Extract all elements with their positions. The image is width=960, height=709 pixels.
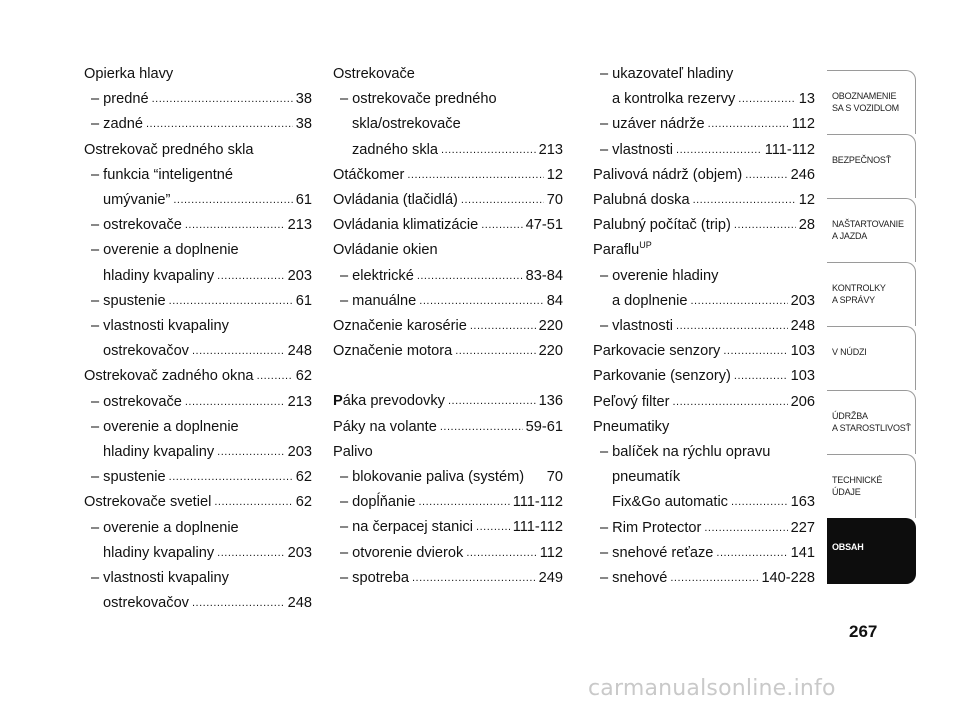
page-reference: 62 xyxy=(295,368,312,385)
index-term: Ostrekovač predného skla xyxy=(84,141,254,158)
index-term: – manuálne xyxy=(340,292,417,309)
index-term: – vlastnosti xyxy=(600,141,674,158)
dot-leader xyxy=(704,516,787,541)
index-line xyxy=(340,465,563,490)
page-reference: 206 xyxy=(790,393,815,410)
index-term: – vlastnosti kvapaliny xyxy=(91,570,229,587)
index-line xyxy=(84,62,312,87)
section-tab-label-line2: A SPRÁVY xyxy=(832,295,875,305)
section-tab[interactable] xyxy=(827,262,916,326)
index-subentry xyxy=(84,390,312,415)
index-line xyxy=(91,163,312,188)
dot-leader xyxy=(708,112,789,137)
index-subentry xyxy=(84,87,312,112)
index-line xyxy=(91,339,312,364)
index-entry xyxy=(333,188,563,213)
index-subentry xyxy=(333,541,563,566)
dot-leader xyxy=(716,541,787,566)
index-line xyxy=(593,390,815,415)
page-reference: 203 xyxy=(287,444,312,461)
section-tabs xyxy=(827,70,916,584)
page-reference: 213 xyxy=(287,217,312,234)
index-line xyxy=(91,415,312,440)
dot-leader xyxy=(461,188,544,213)
index-line xyxy=(593,213,815,238)
dot-leader xyxy=(192,339,285,364)
page-reference: 38 xyxy=(295,91,312,108)
index-line xyxy=(600,138,815,163)
page-reference: 70 xyxy=(546,469,563,486)
index-term: – ostrekovače xyxy=(91,217,182,234)
page-reference: 62 xyxy=(295,494,312,511)
index-line xyxy=(84,490,312,515)
index-line xyxy=(600,465,815,490)
dot-leader xyxy=(418,490,509,515)
index-term: – overenie hladiny xyxy=(600,267,719,284)
index-subentry xyxy=(84,465,312,490)
page-reference: 248 xyxy=(790,318,815,335)
page-reference: 227 xyxy=(790,519,815,536)
index-term: – overenie a doplnenie xyxy=(91,519,239,536)
index-entry xyxy=(333,163,563,188)
index-line xyxy=(91,566,312,591)
index-subentry xyxy=(84,112,312,137)
section-tab[interactable] xyxy=(827,390,916,454)
dot-leader xyxy=(476,515,510,540)
dot-leader xyxy=(481,213,522,238)
dot-leader xyxy=(417,264,523,289)
dot-leader xyxy=(192,591,285,616)
index-line xyxy=(600,112,815,137)
index-term: – vlastnosti kvapaliny xyxy=(91,318,229,335)
page-reference: 62 xyxy=(295,469,312,486)
index-entry xyxy=(333,213,563,238)
page-reference: 213 xyxy=(287,393,312,410)
index-line xyxy=(340,138,563,163)
index-line xyxy=(333,163,563,188)
index-entry xyxy=(333,389,563,414)
section-tab-label: NAŠTARTOVANIE xyxy=(832,219,904,229)
section-tab[interactable] xyxy=(827,326,916,390)
index-line xyxy=(91,591,312,616)
index-term: – overenie a doplnenie xyxy=(91,242,239,259)
section-tab[interactable] xyxy=(827,454,916,518)
index-entry xyxy=(593,415,815,440)
index-line xyxy=(91,289,312,314)
index-entry xyxy=(333,314,563,339)
section-tab-label: OBSAH xyxy=(832,542,864,552)
index-subentry xyxy=(333,264,563,289)
index-line xyxy=(91,112,312,137)
index-line xyxy=(91,264,312,289)
index-entry xyxy=(333,415,563,440)
dot-leader xyxy=(448,389,536,414)
index-term: a kontrolka rezervy xyxy=(612,91,736,108)
index-term: Páky na volante xyxy=(333,418,437,435)
index-line xyxy=(600,314,815,339)
index-line xyxy=(91,541,312,566)
page-reference: 59-61 xyxy=(525,418,563,435)
dot-leader xyxy=(419,289,543,314)
dot-leader xyxy=(217,440,284,465)
index-line xyxy=(333,389,563,414)
page-reference: 163 xyxy=(790,494,815,511)
index-term: Parkovanie (senzory) xyxy=(593,368,731,385)
page-reference: 111-112 xyxy=(512,494,563,511)
section-tab-label: V NÚDZI xyxy=(832,347,867,357)
index-entry xyxy=(593,163,815,188)
section-tab[interactable] xyxy=(827,198,916,262)
index-line xyxy=(600,516,815,541)
index-entry xyxy=(84,62,312,87)
dot-leader xyxy=(693,188,796,213)
page-reference: 13 xyxy=(798,91,815,108)
index-line xyxy=(593,238,815,263)
index-term: ostrekovačov xyxy=(103,595,189,612)
dot-leader xyxy=(470,314,536,339)
index-term: – ukazovateľ hladiny xyxy=(600,66,734,82)
index-subentry xyxy=(333,566,563,591)
index-term: a doplnenie xyxy=(612,292,688,309)
index-term: Fix&Go automatic xyxy=(612,494,728,511)
dot-leader xyxy=(169,289,293,314)
index-line xyxy=(600,490,815,515)
index-entry xyxy=(593,213,815,238)
page-reference: 248 xyxy=(287,595,312,612)
section-tab-label-line2: ÚDAJE xyxy=(832,487,861,497)
section-tab-label-line2: A STAROSTLIVOSŤ xyxy=(832,423,911,433)
dot-leader xyxy=(217,264,284,289)
dot-leader xyxy=(723,339,787,364)
dot-leader xyxy=(146,112,293,137)
page-reference: 246 xyxy=(790,166,815,183)
index-term: – snehové xyxy=(600,570,668,587)
index-line xyxy=(91,238,312,263)
index-subentry xyxy=(84,516,312,566)
index-line xyxy=(84,364,312,389)
dot-leader xyxy=(169,465,293,490)
index-entry xyxy=(333,238,563,263)
page-reference: 220 xyxy=(538,343,563,360)
page-reference: 213 xyxy=(538,141,563,158)
dot-leader xyxy=(412,566,536,591)
index-subentry xyxy=(333,515,563,540)
index-line xyxy=(333,188,563,213)
index-entry xyxy=(593,339,815,364)
index-line xyxy=(600,62,815,87)
index-term: Ovládanie okien xyxy=(333,242,438,259)
index-line xyxy=(340,87,563,112)
page-reference: 203 xyxy=(790,292,815,309)
index-line xyxy=(593,415,815,440)
index-line xyxy=(593,163,815,188)
page-reference: 28 xyxy=(798,217,815,234)
page-reference: 47-51 xyxy=(525,217,563,234)
index-entry xyxy=(84,364,312,389)
index-term: – Rim Protector xyxy=(600,519,702,536)
index-term: – predné xyxy=(91,91,149,108)
index-term: hladiny kvapaliny xyxy=(103,544,215,561)
dot-leader xyxy=(185,390,285,415)
page-reference: 12 xyxy=(798,192,815,209)
index-column-3 xyxy=(593,62,815,591)
index-column-1 xyxy=(84,62,312,616)
dot-leader xyxy=(676,138,762,163)
index-term: – uzáver nádrže xyxy=(600,116,705,133)
dot-leader xyxy=(734,364,788,389)
index-line xyxy=(600,289,815,314)
index-line xyxy=(600,541,815,566)
dot-leader xyxy=(455,339,535,364)
index-term: Označenie motora xyxy=(333,343,453,360)
index-line xyxy=(333,213,563,238)
index-term: Paraflu xyxy=(593,242,640,259)
index-line xyxy=(84,138,312,163)
dot-leader xyxy=(257,364,293,389)
section-tab[interactable] xyxy=(827,518,916,584)
index-term: Ostrekovače xyxy=(333,66,415,82)
page-reference: 141 xyxy=(790,544,815,561)
index-line xyxy=(340,289,563,314)
index-term: ostrekovačov xyxy=(103,343,189,360)
dot-leader xyxy=(670,566,758,591)
index-term: Ostrekovač zadného okna xyxy=(84,368,254,385)
index-term: hladiny kvapaliny xyxy=(103,267,215,284)
index-line xyxy=(340,566,563,591)
page-reference: 112 xyxy=(539,544,563,561)
index-subentry xyxy=(593,516,815,541)
dot-leader xyxy=(466,541,536,566)
index-entry xyxy=(593,364,815,389)
index-subentry xyxy=(333,490,563,515)
index-term: skla/ostrekovače xyxy=(352,116,461,133)
page-reference: 136 xyxy=(538,393,563,410)
index-line xyxy=(91,87,312,112)
index-subentry xyxy=(84,213,312,238)
section-tab-label: KONTROLKY xyxy=(832,283,886,293)
index-subentry xyxy=(593,440,815,516)
section-tab-label-line2: A JAZDA xyxy=(832,231,868,241)
index-line xyxy=(91,440,312,465)
index-term: hladiny kvapaliny xyxy=(103,444,215,461)
index-entry xyxy=(593,188,815,213)
index-subentry xyxy=(84,415,312,465)
index-term: – blokovanie paliva (systém) xyxy=(340,469,525,486)
page-reference: 84 xyxy=(546,292,563,309)
superscript: UP xyxy=(639,240,652,251)
index-term: – ostrekovače predného xyxy=(340,91,497,108)
index-term: Ovládania klimatizácie xyxy=(333,217,479,234)
index-subentry xyxy=(593,62,815,112)
section-gap xyxy=(333,364,563,389)
dot-leader xyxy=(214,490,292,515)
index-term: – zadné xyxy=(91,116,143,133)
index-term: – balíček na rýchlu opravu xyxy=(600,444,771,461)
index-entry xyxy=(84,138,312,163)
page-reference: 70 xyxy=(546,192,563,209)
index-entry xyxy=(593,390,815,415)
index-line xyxy=(593,339,815,364)
index-column-2 xyxy=(333,62,563,591)
index-entry xyxy=(593,238,815,263)
index-term: – na čerpacej stanici xyxy=(340,519,474,536)
index-term: Parkovacie senzory xyxy=(593,343,721,360)
index-line xyxy=(340,112,563,137)
index-term: Otáčkomer xyxy=(333,166,405,183)
dot-leader xyxy=(745,163,787,188)
index-subentry xyxy=(84,163,312,213)
page-reference: 220 xyxy=(538,318,563,335)
page-reference: 111-112 xyxy=(512,519,563,536)
index-term: Ovládania (tlačidlá) xyxy=(333,192,458,209)
index-subentry xyxy=(593,112,815,137)
index-line xyxy=(91,213,312,238)
index-line xyxy=(593,364,815,389)
index-term: – ostrekovače xyxy=(91,393,182,410)
page-reference: 111-112 xyxy=(764,141,815,158)
index-line xyxy=(333,415,563,440)
index-term: pneumatík xyxy=(612,469,681,486)
index-term: – funkcia “inteligentné xyxy=(91,166,233,183)
watermark: carmanualsonline.info xyxy=(588,676,836,701)
index-term: – snehové reťaze xyxy=(600,544,714,561)
section-tab-label: ÚDRŽBA xyxy=(832,411,868,421)
index-line xyxy=(333,339,563,364)
index-term: – spustenie xyxy=(91,292,166,309)
index-line xyxy=(340,515,563,540)
index-term: Peľový filter xyxy=(593,393,670,410)
section-tab[interactable] xyxy=(827,70,916,134)
index-subentry xyxy=(593,138,815,163)
index-term: Palubná doska xyxy=(593,192,690,209)
index-subentry xyxy=(333,465,563,490)
index-subentry xyxy=(84,289,312,314)
index-subentry xyxy=(593,264,815,314)
index-line xyxy=(333,314,563,339)
index-line xyxy=(91,516,312,541)
section-tab-label-line2: SA S VOZIDLOM xyxy=(832,103,899,113)
index-term: – elektrické xyxy=(340,267,414,284)
page-number: 267 xyxy=(849,622,878,641)
index-entry xyxy=(333,62,563,87)
index-term: – spustenie xyxy=(91,469,166,486)
index-term: – spotreba xyxy=(340,569,409,586)
index-line xyxy=(333,440,563,465)
index-subentry xyxy=(333,87,563,163)
index-term: – overenie a doplnenie xyxy=(91,418,239,435)
index-line xyxy=(340,490,563,515)
dot-leader xyxy=(676,314,788,339)
index-line xyxy=(91,390,312,415)
section-tab-label: OBOZNAMENIE xyxy=(832,91,897,101)
index-subentry xyxy=(593,314,815,339)
index-line xyxy=(91,314,312,339)
dot-leader xyxy=(217,541,284,566)
dot-leader xyxy=(731,490,788,515)
index-term: Palivo xyxy=(333,443,373,460)
dot-leader xyxy=(441,138,536,163)
dot-leader xyxy=(672,390,787,415)
index-line xyxy=(600,440,815,465)
index-term: – dopĺňanie xyxy=(340,494,416,511)
index-line xyxy=(600,264,815,289)
page-reference: 61 xyxy=(295,292,312,309)
index-subentry xyxy=(593,566,815,591)
index-line xyxy=(333,62,563,87)
page-reference: 140-228 xyxy=(761,570,815,587)
dot-leader xyxy=(690,289,787,314)
dot-leader xyxy=(173,188,292,213)
index-subentry xyxy=(84,566,312,616)
page-reference: 248 xyxy=(287,343,312,360)
index-term: – vlastnosti xyxy=(600,318,674,335)
page-reference: 103 xyxy=(790,343,815,360)
page-reference: 83-84 xyxy=(525,267,563,284)
index-term: zadného skla xyxy=(352,141,439,158)
index-line xyxy=(340,541,563,566)
page-reference: 103 xyxy=(790,368,815,385)
dot-leader xyxy=(738,87,795,112)
page-reference: 203 xyxy=(287,267,312,284)
index-subentry xyxy=(84,314,312,364)
index-line xyxy=(593,188,815,213)
index-line xyxy=(91,465,312,490)
section-tab[interactable] xyxy=(827,134,916,198)
dot-leader xyxy=(152,87,293,112)
section-tab-label: TECHNICKÉ xyxy=(832,475,883,485)
index-term: Opierka hlavy xyxy=(84,66,174,82)
index-entry xyxy=(84,490,312,515)
index-line xyxy=(600,87,815,112)
dot-leader xyxy=(734,213,796,238)
page-reference: 203 xyxy=(287,544,312,561)
index-subentry xyxy=(84,238,312,288)
index-subentry xyxy=(333,289,563,314)
index-term: Palivová nádrž (objem) xyxy=(593,166,743,183)
page-reference: 38 xyxy=(295,116,312,133)
index-term: Označenie karosérie xyxy=(333,318,467,335)
page-reference: 112 xyxy=(791,116,815,133)
dot-leader xyxy=(440,415,523,440)
index-term: Páka prevodovky xyxy=(333,393,445,410)
section-tab-label: BEZPEČNOSŤ xyxy=(832,155,892,165)
page-reference: 12 xyxy=(546,166,563,183)
page-reference: 61 xyxy=(295,192,312,209)
index-term: Palubný počítač (trip) xyxy=(593,217,731,234)
index-term: umývanie” xyxy=(103,192,171,209)
index-term: Ostrekovače svetiel xyxy=(84,494,212,511)
index-term: Pneumatiky xyxy=(593,418,670,435)
index-term: – otvorenie dvierok xyxy=(340,544,464,561)
dot-leader xyxy=(407,163,543,188)
index-line xyxy=(600,566,815,591)
index-subentry xyxy=(593,541,815,566)
index-line xyxy=(333,238,563,263)
index-line xyxy=(91,188,312,213)
dot-leader xyxy=(185,213,285,238)
page-reference: 249 xyxy=(538,569,563,586)
index-entry xyxy=(333,440,563,465)
index-entry xyxy=(333,339,563,364)
index-line xyxy=(340,264,563,289)
